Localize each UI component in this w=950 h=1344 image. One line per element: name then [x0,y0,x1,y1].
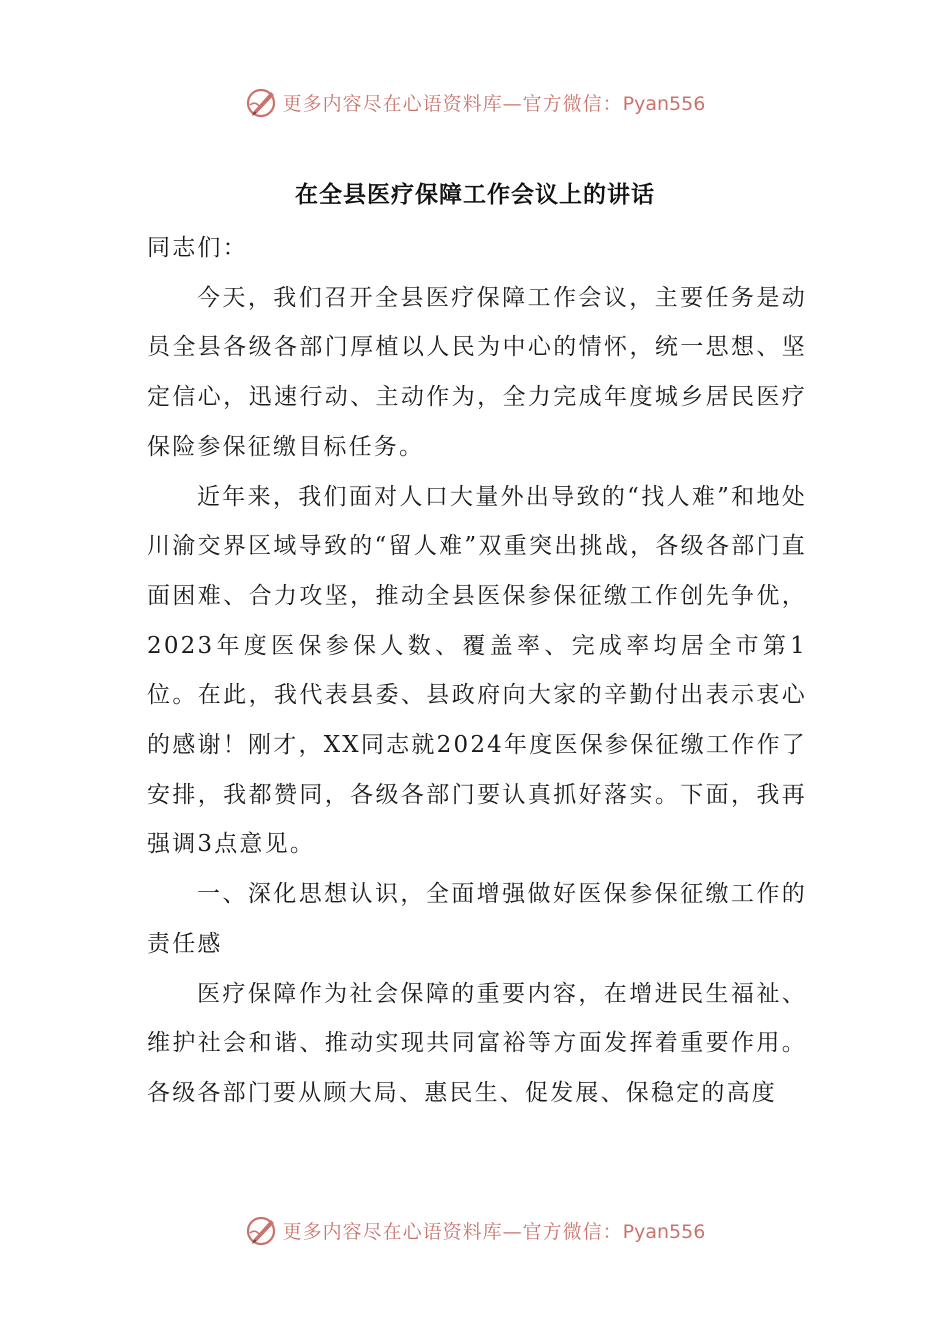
paragraph-1: 今天，我们召开全县医疗保障工作会议，主要任务是动员全县各级各部门厚植以人民为中心的情怀，统一思想、坚定信心，迅速行动、主动作为，全力完成年度城乡居民医疗保险参保征缴目标任务。 [147,284,807,460]
watermark-account: Pyan556 [622,1220,706,1243]
watermark-account: Pyan556 [622,92,706,115]
document-body [147,224,807,1119]
document-title: 在全县医疗保障工作会议上的讲话 [295,181,655,208]
paragraph-3: 医疗保障作为社会保障的重要内容，在增进民生福祉、维护社会和谐、推动实现共同富裕等方面发挥着重要作用。各级各部门要从顾大局、惠民生、促发展、保稳定的高度 [147,980,807,1106]
watermark-text: 更多内容尽在心语资料库—官方微信：Pyan556 [282,1220,706,1243]
watermark-banner-top [0,82,950,122]
pen-logo-icon [245,1213,279,1247]
salutation: 同志们： [147,235,248,261]
pen-logo-icon [245,85,279,119]
paragraph-2: 近年来，我们面对人口大量外出导致的“找人难”和地处川渝交界区域导致的“留人难”双重突出挑战，各级各部门直面困难、合力攻坚，推动全县医保参保征缴工作创先争优，2023年度医保参保人数、覆盖率、完成率均居全市第1位。在此，我代表县委、县政府向大家的辛勤付出表示衷心的感谢！刚才，XX同志就2024年度医保参保征缴工作作了安排，我都赞同，各级各部门要认真抓好落实。下面，我再强调3点意见。 [147,483,807,858]
watermark-text: 更多内容尽在心语资料库—官方微信：Pyan556 [282,92,706,115]
section-heading-1: 一、深化思想认识，全面增强做好医保参保征缴工作的责任感 [147,881,807,957]
watermark-banner-bottom [0,1210,950,1250]
